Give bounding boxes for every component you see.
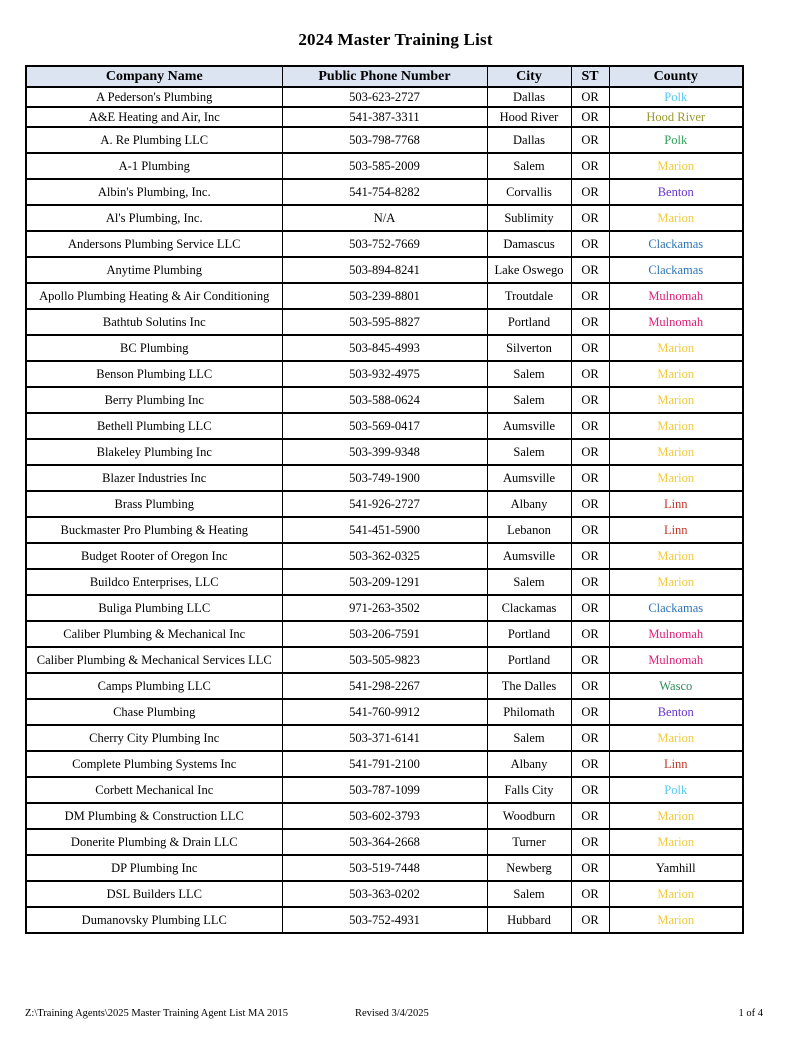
phone-number-cell: 541-791-2100 <box>282 751 487 777</box>
company-name-cell: A. Re Plumbing LLC <box>26 127 282 153</box>
phone-number-cell: 971-263-3502 <box>282 595 487 621</box>
table-row <box>26 127 743 153</box>
county-cell: Marion <box>609 907 743 933</box>
phone-number-cell: 503-932-4975 <box>282 361 487 387</box>
county-cell: Marion <box>609 803 743 829</box>
state-cell: OR <box>571 829 609 855</box>
state-cell: OR <box>571 127 609 153</box>
city-cell: Lake Oswego <box>487 257 571 283</box>
county-cell: Linn <box>609 517 743 543</box>
city-cell: Salem <box>487 153 571 179</box>
company-name-cell: Albin's Plumbing, Inc. <box>26 179 282 205</box>
state-cell: OR <box>571 257 609 283</box>
state-cell: OR <box>571 881 609 907</box>
company-name-cell: Buliga Plumbing LLC <box>26 595 282 621</box>
company-name-cell: Camps Plumbing LLC <box>26 673 282 699</box>
phone-number-cell: 503-206-7591 <box>282 621 487 647</box>
state-cell: OR <box>571 777 609 803</box>
state-cell: OR <box>571 179 609 205</box>
state-cell: OR <box>571 283 609 309</box>
table-row <box>26 881 743 907</box>
state-cell: OR <box>571 153 609 179</box>
table-row <box>26 699 743 725</box>
company-name-cell: Brass Plumbing <box>26 491 282 517</box>
company-name-cell: Caliber Plumbing & Mechanical Services LLC <box>26 647 282 673</box>
phone-number-cell: 503-787-1099 <box>282 777 487 803</box>
county-cell: Marion <box>609 569 743 595</box>
table-row <box>26 335 743 361</box>
county-cell: Wasco <box>609 673 743 699</box>
phone-number-cell: 541-926-2727 <box>282 491 487 517</box>
county-cell: Marion <box>609 205 743 231</box>
company-name-cell: Benson Plumbing LLC <box>26 361 282 387</box>
city-cell: Hood River <box>487 107 571 127</box>
city-cell: Newberg <box>487 855 571 881</box>
company-name-cell: DSL Builders LLC <box>26 881 282 907</box>
state-cell: OR <box>571 647 609 673</box>
company-name-cell: Blazer Industries Inc <box>26 465 282 491</box>
phone-number-cell: N/A <box>282 205 487 231</box>
county-cell: Marion <box>609 361 743 387</box>
company-name-cell: Corbett Mechanical Inc <box>26 777 282 803</box>
table-row <box>26 803 743 829</box>
table-row <box>26 439 743 465</box>
county-cell: Marion <box>609 413 743 439</box>
city-cell: Falls City <box>487 777 571 803</box>
county-cell: Hood River <box>609 107 743 127</box>
county-cell: Polk <box>609 777 743 803</box>
phone-number-cell: 503-752-4931 <box>282 907 487 933</box>
phone-number-cell: 503-749-1900 <box>282 465 487 491</box>
company-name-cell: Apollo Plumbing Heating & Air Conditioning <box>26 283 282 309</box>
table-row <box>26 751 743 777</box>
city-cell: Salem <box>487 569 571 595</box>
city-cell: The Dalles <box>487 673 571 699</box>
table-row <box>26 543 743 569</box>
state-cell: OR <box>571 803 609 829</box>
table-row <box>26 205 743 231</box>
company-name-cell: Caliber Plumbing & Mechanical Inc <box>26 621 282 647</box>
county-cell: Marion <box>609 465 743 491</box>
state-cell: OR <box>571 335 609 361</box>
city-cell: Aumsville <box>487 543 571 569</box>
state-cell: OR <box>571 361 609 387</box>
company-name-cell: A&E Heating and Air, Inc <box>26 107 282 127</box>
city-cell: Woodburn <box>487 803 571 829</box>
company-name-cell: DP Plumbing Inc <box>26 855 282 881</box>
state-cell: OR <box>571 439 609 465</box>
phone-number-cell: 503-209-1291 <box>282 569 487 595</box>
column-header: City <box>487 66 571 87</box>
phone-number-cell: 503-623-2727 <box>282 87 487 107</box>
state-cell: OR <box>571 205 609 231</box>
table-row <box>26 673 743 699</box>
table-row <box>26 907 743 933</box>
county-cell: Clackamas <box>609 231 743 257</box>
state-cell: OR <box>571 725 609 751</box>
county-cell: Mulnomah <box>609 621 743 647</box>
table-body <box>26 87 743 933</box>
phone-number-cell: 541-387-3311 <box>282 107 487 127</box>
city-cell: Turner <box>487 829 571 855</box>
company-name-cell: Andersons Plumbing Service LLC <box>26 231 282 257</box>
table-row <box>26 107 743 127</box>
county-cell: Linn <box>609 751 743 777</box>
phone-number-cell: 503-505-9823 <box>282 647 487 673</box>
state-cell: OR <box>571 309 609 335</box>
city-cell: Silverton <box>487 335 571 361</box>
city-cell: Aumsville <box>487 465 571 491</box>
county-cell: Marion <box>609 829 743 855</box>
city-cell: Corvallis <box>487 179 571 205</box>
table-row <box>26 517 743 543</box>
table-row <box>26 647 743 673</box>
city-cell: Salem <box>487 725 571 751</box>
state-cell: OR <box>571 907 609 933</box>
phone-number-cell: 503-399-9348 <box>282 439 487 465</box>
table-row <box>26 855 743 881</box>
company-name-cell: Dumanovsky Plumbing LLC <box>26 907 282 933</box>
table-row <box>26 777 743 803</box>
city-cell: Salem <box>487 881 571 907</box>
city-cell: Troutdale <box>487 283 571 309</box>
table-row <box>26 257 743 283</box>
table-row <box>26 283 743 309</box>
phone-number-cell: 503-371-6141 <box>282 725 487 751</box>
table-row <box>26 179 743 205</box>
city-cell: Lebanon <box>487 517 571 543</box>
table-row <box>26 829 743 855</box>
phone-number-cell: 503-363-0202 <box>282 881 487 907</box>
table-row <box>26 491 743 517</box>
county-cell: Benton <box>609 179 743 205</box>
state-cell: OR <box>571 751 609 777</box>
company-name-cell: BC Plumbing <box>26 335 282 361</box>
state-cell: OR <box>571 673 609 699</box>
phone-number-cell: 503-585-2009 <box>282 153 487 179</box>
company-name-cell: A Pederson's Plumbing <box>26 87 282 107</box>
company-name-cell: Budget Rooter of Oregon Inc <box>26 543 282 569</box>
county-cell: Linn <box>609 491 743 517</box>
table-row <box>26 725 743 751</box>
state-cell: OR <box>571 699 609 725</box>
page-title: 2024 Master Training List <box>298 30 493 49</box>
state-cell: OR <box>571 543 609 569</box>
table-row <box>26 153 743 179</box>
county-cell: Yamhill <box>609 855 743 881</box>
city-cell: Salem <box>487 439 571 465</box>
county-cell: Marion <box>609 439 743 465</box>
state-cell: OR <box>571 465 609 491</box>
company-name-cell: Cherry City Plumbing Inc <box>26 725 282 751</box>
county-cell: Mulnomah <box>609 283 743 309</box>
state-cell: OR <box>571 569 609 595</box>
table-row <box>26 413 743 439</box>
phone-number-cell: 503-602-3793 <box>282 803 487 829</box>
county-cell: Marion <box>609 543 743 569</box>
city-cell: Salem <box>487 387 571 413</box>
county-cell: Mulnomah <box>609 647 743 673</box>
phone-number-cell: 503-752-7669 <box>282 231 487 257</box>
column-header: Company Name <box>26 66 282 87</box>
phone-number-cell: 541-451-5900 <box>282 517 487 543</box>
table-header-row <box>26 66 743 87</box>
table-row <box>26 387 743 413</box>
county-cell: Marion <box>609 153 743 179</box>
state-cell: OR <box>571 231 609 257</box>
county-cell: Marion <box>609 881 743 907</box>
state-cell: OR <box>571 107 609 127</box>
table-row <box>26 595 743 621</box>
table-row <box>26 465 743 491</box>
company-name-cell: DM Plumbing & Construction LLC <box>26 803 282 829</box>
county-cell: Polk <box>609 127 743 153</box>
company-name-cell: Bathtub Solutins Inc <box>26 309 282 335</box>
city-cell: Salem <box>487 361 571 387</box>
state-cell: OR <box>571 87 609 107</box>
table-row <box>26 361 743 387</box>
footer-page-number: 1 of 4 <box>738 1008 763 1019</box>
county-cell: Polk <box>609 87 743 107</box>
phone-number-cell: 503-362-0325 <box>282 543 487 569</box>
column-header: ST <box>571 66 609 87</box>
state-cell: OR <box>571 387 609 413</box>
company-name-cell: Buildco Enterprises, LLC <box>26 569 282 595</box>
city-cell: Portland <box>487 647 571 673</box>
city-cell: Damascus <box>487 231 571 257</box>
county-cell: Clackamas <box>609 595 743 621</box>
city-cell: Portland <box>487 621 571 647</box>
city-cell: Philomath <box>487 699 571 725</box>
phone-number-cell: 503-519-7448 <box>282 855 487 881</box>
company-name-cell: Bethell Plumbing LLC <box>26 413 282 439</box>
company-name-cell: A-1 Plumbing <box>26 153 282 179</box>
state-cell: OR <box>571 491 609 517</box>
company-name-cell: Al's Plumbing, Inc. <box>26 205 282 231</box>
column-header: County <box>609 66 743 87</box>
table-row <box>26 621 743 647</box>
table-row <box>26 87 743 107</box>
company-name-cell: Blakeley Plumbing Inc <box>26 439 282 465</box>
county-cell: Marion <box>609 725 743 751</box>
table-row <box>26 309 743 335</box>
state-cell: OR <box>571 595 609 621</box>
state-cell: OR <box>571 517 609 543</box>
state-cell: OR <box>571 855 609 881</box>
company-name-cell: Anytime Plumbing <box>26 257 282 283</box>
footer-file-path: Z:\Training Agents\2025 Master Training Agent List MA 2015 <box>25 1008 289 1019</box>
phone-number-cell: 503-595-8827 <box>282 309 487 335</box>
city-cell: Clackamas <box>487 595 571 621</box>
county-cell: Marion <box>609 387 743 413</box>
county-cell: Benton <box>609 699 743 725</box>
phone-number-cell: 503-845-4993 <box>282 335 487 361</box>
phone-number-cell: 541-760-9912 <box>282 699 487 725</box>
phone-number-cell: 503-364-2668 <box>282 829 487 855</box>
city-cell: Aumsville <box>487 413 571 439</box>
phone-number-cell: 503-588-0624 <box>282 387 487 413</box>
phone-number-cell: 503-798-7768 <box>282 127 487 153</box>
county-cell: Clackamas <box>609 257 743 283</box>
table-row <box>26 569 743 595</box>
city-cell: Albany <box>487 491 571 517</box>
table-row <box>26 231 743 257</box>
phone-number-cell: 503-239-8801 <box>282 283 487 309</box>
company-name-cell: Chase Plumbing <box>26 699 282 725</box>
city-cell: Dallas <box>487 87 571 107</box>
city-cell: Hubbard <box>487 907 571 933</box>
city-cell: Sublimity <box>487 205 571 231</box>
training-list-table <box>25 65 744 934</box>
state-cell: OR <box>571 621 609 647</box>
phone-number-cell: 503-569-0417 <box>282 413 487 439</box>
city-cell: Dallas <box>487 127 571 153</box>
city-cell: Portland <box>487 309 571 335</box>
state-cell: OR <box>571 413 609 439</box>
company-name-cell: Buckmaster Pro Plumbing & Heating <box>26 517 282 543</box>
column-header: Public Phone Number <box>282 66 487 87</box>
footer-revised-date: Revised 3/4/2025 <box>355 1008 429 1019</box>
company-name-cell: Donerite Plumbing & Drain LLC <box>26 829 282 855</box>
county-cell: Marion <box>609 335 743 361</box>
company-name-cell: Berry Plumbing Inc <box>26 387 282 413</box>
phone-number-cell: 503-894-8241 <box>282 257 487 283</box>
company-name-cell: Complete Plumbing Systems Inc <box>26 751 282 777</box>
county-cell: Mulnomah <box>609 309 743 335</box>
city-cell: Albany <box>487 751 571 777</box>
phone-number-cell: 541-754-8282 <box>282 179 487 205</box>
phone-number-cell: 541-298-2267 <box>282 673 487 699</box>
